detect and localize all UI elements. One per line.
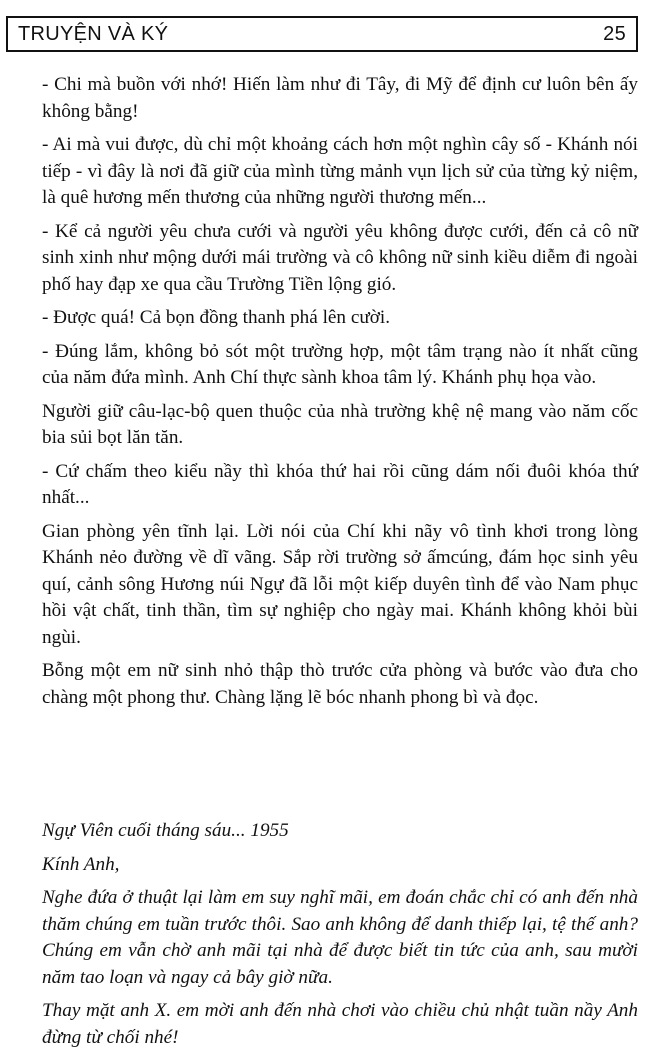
letter-dateline: Ngự Viên cuối tháng sáu... 1955 — [42, 820, 289, 841]
paragraph: - Ai mà vui được, dù chỉ một khoảng cách hơn một nghìn cây số - Khánh nói tiếp - vì đây là nơi đã giữ của mình từng mảnh vụn lịch sử của từng kỷ niệm, là quê hương mến thương của những người thương mến... — [42, 134, 638, 208]
letter-salutation: Kính Anh, — [42, 853, 120, 875]
letter — [42, 818, 638, 1058]
body-text — [42, 72, 638, 718]
paragraph: - Cứ chấm theo kiểu nầy thì khóa thứ hai rồi cũng dám nối đuôi khóa thứ nhất... — [42, 460, 638, 508]
running-header — [6, 16, 638, 52]
paragraph: Bỗng một em nữ sinh nhỏ thập thò trước cửa phòng và bước vào đưa cho chàng một phong thư. Chàng lặng lẽ bóc nhanh phong bì và đọc. — [42, 660, 638, 708]
section-title: TRUYỆN VÀ KÝ — [18, 22, 169, 45]
paragraph: - Được quá! Cả bọn đồng thanh phá lên cười. — [42, 307, 391, 328]
paragraph: Người giữ câu-lạc-bộ quen thuộc của nhà trường khệ nệ mang vào năm cốc bia sủi bọt lăn tăn. — [42, 400, 638, 448]
letter-paragraph: Thay mặt anh X. em mời anh đến nhà chơi vào chiều chủ nhật tuần nầy Anh đừng từ chối nhé! — [42, 1000, 638, 1048]
paragraph: Gian phòng yên tĩnh lại. Lời nói của Chí khi nãy vô tình khơi trong lòng Khánh nẻo đường về dĩ vãng. Sắp rời trường sở ấmcúng, đám học sinh yêu quí, cảnh sông Hương núi Ngự đã lỗi một kiếp duyên tình để vào Nam phục hồi vật chất, tinh thần, tìm sự nghiệp cho ngày mai. Khánh không khỏi bùi ngùi. — [42, 520, 638, 648]
paragraph: - Đúng lắm, không bỏ sót một trường hợp, một tâm trạng nào ít nhất cũng của năm đứa mình. Anh Chí thực sành khoa tâm lý. Khánh phụ họa vào. — [42, 340, 638, 388]
letter-paragraph: Nghe đứa ở thuật lại làm em suy nghĩ mãi, em đoán chắc chỉ có anh đến nhà thăm chúng em tuần trước thôi. Sao anh không để danh thiếp lại, tệ thế anh? Chúng em vẫn chờ anh mãi tại nhà để được biết tin tức của anh, sau mười năm tao loạn và ngay cả bây giờ nữa. — [42, 887, 638, 988]
paragraph: - Kể cả người yêu chưa cưới và người yêu không được cưới, đến cả cô nữ sinh xinh như mộng dưới mái trường và cô không nữ sinh kiều diễm đi ngoài phố hay đạp xe qua cầu Trường Tiền lộng gió. — [42, 220, 638, 295]
page-number: 25 — [603, 22, 626, 45]
paragraph: - Chi mà buồn với nhớ! Hiến làm như đi Tây, đi Mỹ để định cư luôn bên ấy không bằng! — [42, 74, 638, 122]
